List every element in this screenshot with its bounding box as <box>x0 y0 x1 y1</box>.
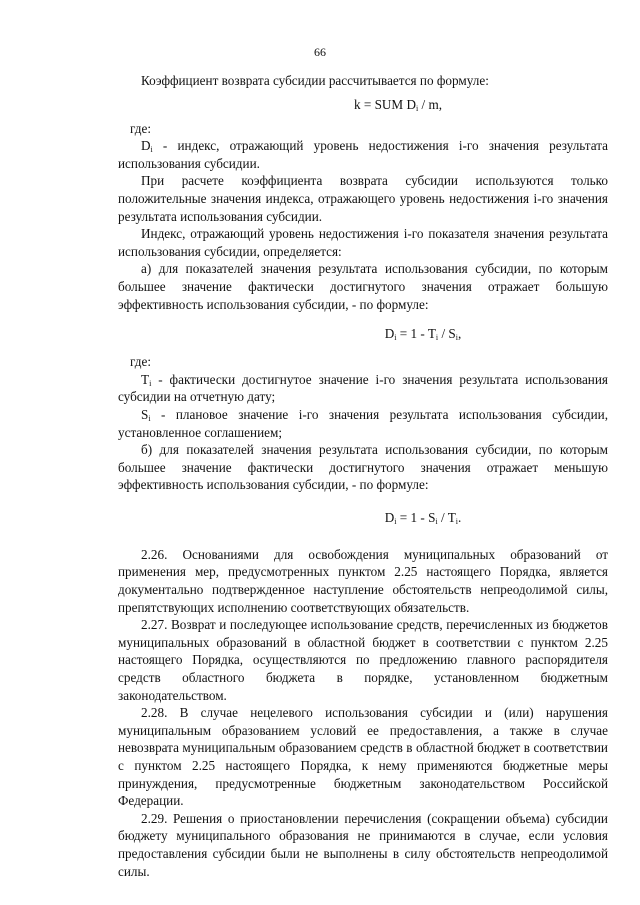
d-definition: $D_i$ - индекс, отражающий уровень недостижения i-го значения результата использования субсидии. <box>118 138 608 171</box>
t-definition: $T_i$ - фактически достигнутое значение i-го значения результата использования субсидии на отчетную дату; <box>118 371 608 405</box>
clause-2-29: 2.29. Решения о приостановлении перечисления (сокращении объема) субсидии бюджету муниципального образования не принимаются в случае, если условия предоставления субсидии были не выполнены в силу обстоятельств непреодолимой силы. <box>118 810 608 879</box>
intro-paragraph: Коэффициент возврата субсидии рассчитывается по формуле: <box>141 73 489 88</box>
s-definition: $S_i$ - плановое значение i-го значения результата использования субсидии, установленное соглашением; <box>118 406 608 440</box>
clause-2-27: 2.27. Возврат и последующее использование средств, перечисленных из бюджетов муниципальных образований в областной бюджет в соответствии с пунктом 2.25 настоящего Порядка, осуществляются по предложению главного распорядителя средств областного бюджета в порядке, установленном бюджетным законодательством. <box>118 617 608 703</box>
formula-d-b: $D_i = 1 - S_i / T_i$. <box>384 509 462 526</box>
positive-values-paragraph: При расчете коэффициента возврата субсидии используются только положительные значения индекса, отражающего уровень недостижения i-го значения результата использования субсидии. <box>118 173 608 224</box>
where-label: где: <box>130 120 151 136</box>
clause-2-26: 2.26. Основаниями для освобождения муниципальных образований от применения мер, предусмотренных пунктом 2.25 настоящего Порядка, является документально подтвержденное наступление обстоятельств непреодолимой силы, препятствующих исполнению соответствующих обязательств. <box>118 546 608 615</box>
formula-d-a: $D_i = 1 - T_i / S_i$, <box>384 326 462 343</box>
formula-k: k = SUM $D_i$ / m, <box>353 96 443 113</box>
where-label: где: <box>130 354 151 370</box>
clause-2-28: 2.28. В случае нецелевого использования субсидии и (или) нарушения муниципальным образованием условий ее предоставления, а также в случае невозврата муниципальным образованием средств в областной бюджет в соответствии с пунктом 2.25 настоящего Порядка, к нему применяются бюджетные меры принуждения, предусмотренные бюджетным законодательством Российской Федерации. <box>118 705 608 809</box>
index-paragraph: Индекс, отражающий уровень недостижения i-го показателя значения результата использования субсидии, определяется: <box>118 226 608 259</box>
item-a-paragraph: а) для показателей значения результата использования субсидии, по которым большее значение фактически достигнутого значения отражает большую эффективность использования субсидии, - по формуле: <box>118 261 608 312</box>
page-number: 66 <box>314 45 326 59</box>
item-b-paragraph: б) для показателей значения результата использования субсидии, по которым большее значение фактически достигнутого значения отражает меньшую эффективность использования субсидии, - по формуле: <box>118 442 608 493</box>
document-body <box>118 72 608 880</box>
